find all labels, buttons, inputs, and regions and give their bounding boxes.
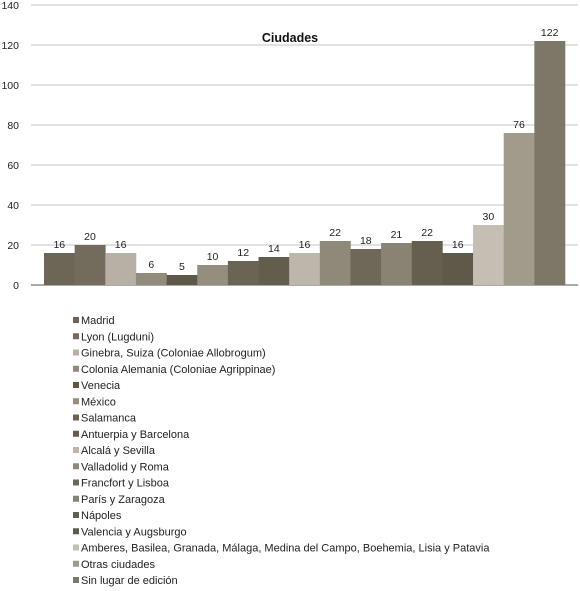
y-tick-label: 80 [7,120,19,132]
data-label: 10 [206,251,219,263]
legend-swatch [73,577,79,583]
y-tick-label: 100 [1,80,19,92]
data-label: 122 [540,27,559,39]
bar [412,241,443,285]
bar [442,253,473,285]
bar [44,253,75,285]
bar [136,273,167,285]
bar [259,257,290,285]
bar [350,249,381,285]
legend-swatch [73,447,79,453]
legend-swatch [73,398,79,404]
legend-label: Antuerpia y Barcelona [81,428,190,441]
legend-label: Venecia [81,380,121,392]
data-label: 5 [178,261,185,273]
y-tick-label: 120 [1,40,19,52]
y-tick-label: 140 [1,0,19,12]
legend-swatch [73,333,79,339]
data-label: 21 [390,229,403,241]
legend-swatch [73,463,79,469]
data-label: 16 [451,239,464,251]
legend-swatch [73,382,79,388]
bar [228,261,259,285]
bar [320,241,351,285]
y-axis [1,0,19,292]
bar [504,133,535,285]
bar [197,265,228,285]
data-label: 22 [421,227,433,239]
legend-swatch [73,545,79,551]
data-label: 14 [268,243,280,255]
legend-label: Sin lugar de edición [81,575,178,587]
legend-label: Madrid [81,315,115,327]
data-label: 76 [513,119,525,131]
legend-swatch [73,528,79,534]
legend-label: Valladolid y Roma [81,461,169,474]
legend-swatch [73,561,79,567]
y-tick-label: 20 [7,240,19,252]
legend-swatch [73,415,79,421]
legend-label: México [81,396,116,409]
legend-label: Nápoles [81,510,122,522]
legend-label: Francfort y Lisboa [81,477,170,490]
bar [473,225,504,285]
data-label: 12 [237,247,250,259]
legend-label: Otras ciudades [81,558,155,571]
bar [105,253,136,285]
bar [534,41,565,285]
y-tick-label: 60 [7,160,19,172]
legend-swatch [73,366,79,372]
legend-label: Salamanca [81,412,137,425]
bar [289,253,320,285]
data-label: 30 [482,211,495,223]
bar [381,243,412,285]
legend-label: Ginebra, Suiza (Coloniae Allobrogum) [81,347,266,360]
data-label: 16 [114,239,127,251]
legend-label: Colonia Alemania (Coloniae Agrippinae) [81,363,276,376]
legend-swatch [73,317,79,323]
legend-swatch [73,480,79,486]
legend [73,315,490,587]
y-tick-label: 0 [13,280,19,292]
bar [75,245,106,285]
data-label: 18 [359,235,372,247]
legend-label: París y Zaragoza [81,493,165,506]
legend-swatch [73,512,79,518]
legend-swatch [73,496,79,502]
data-label: 22 [329,227,341,239]
legend-swatch [73,431,79,437]
chart-title: Ciudades [261,31,319,45]
data-label: 16 [53,239,66,251]
legend-label: Amberes, Basilea, Granada, Málaga, Medina del Campo, Boehemia, Lisia y Patavia [81,542,490,555]
legend-label: Valencia y Augsburgo [81,526,187,539]
legend-swatch [73,350,79,356]
data-label: 16 [298,239,311,251]
data-label: 20 [84,231,96,243]
data-label: 6 [148,259,155,271]
bar [167,275,198,285]
legend-label: Alcalá y Sevilla [81,445,155,457]
legend-label: Lyon (Lugduni) [81,331,154,344]
y-tick-label: 40 [7,200,19,212]
